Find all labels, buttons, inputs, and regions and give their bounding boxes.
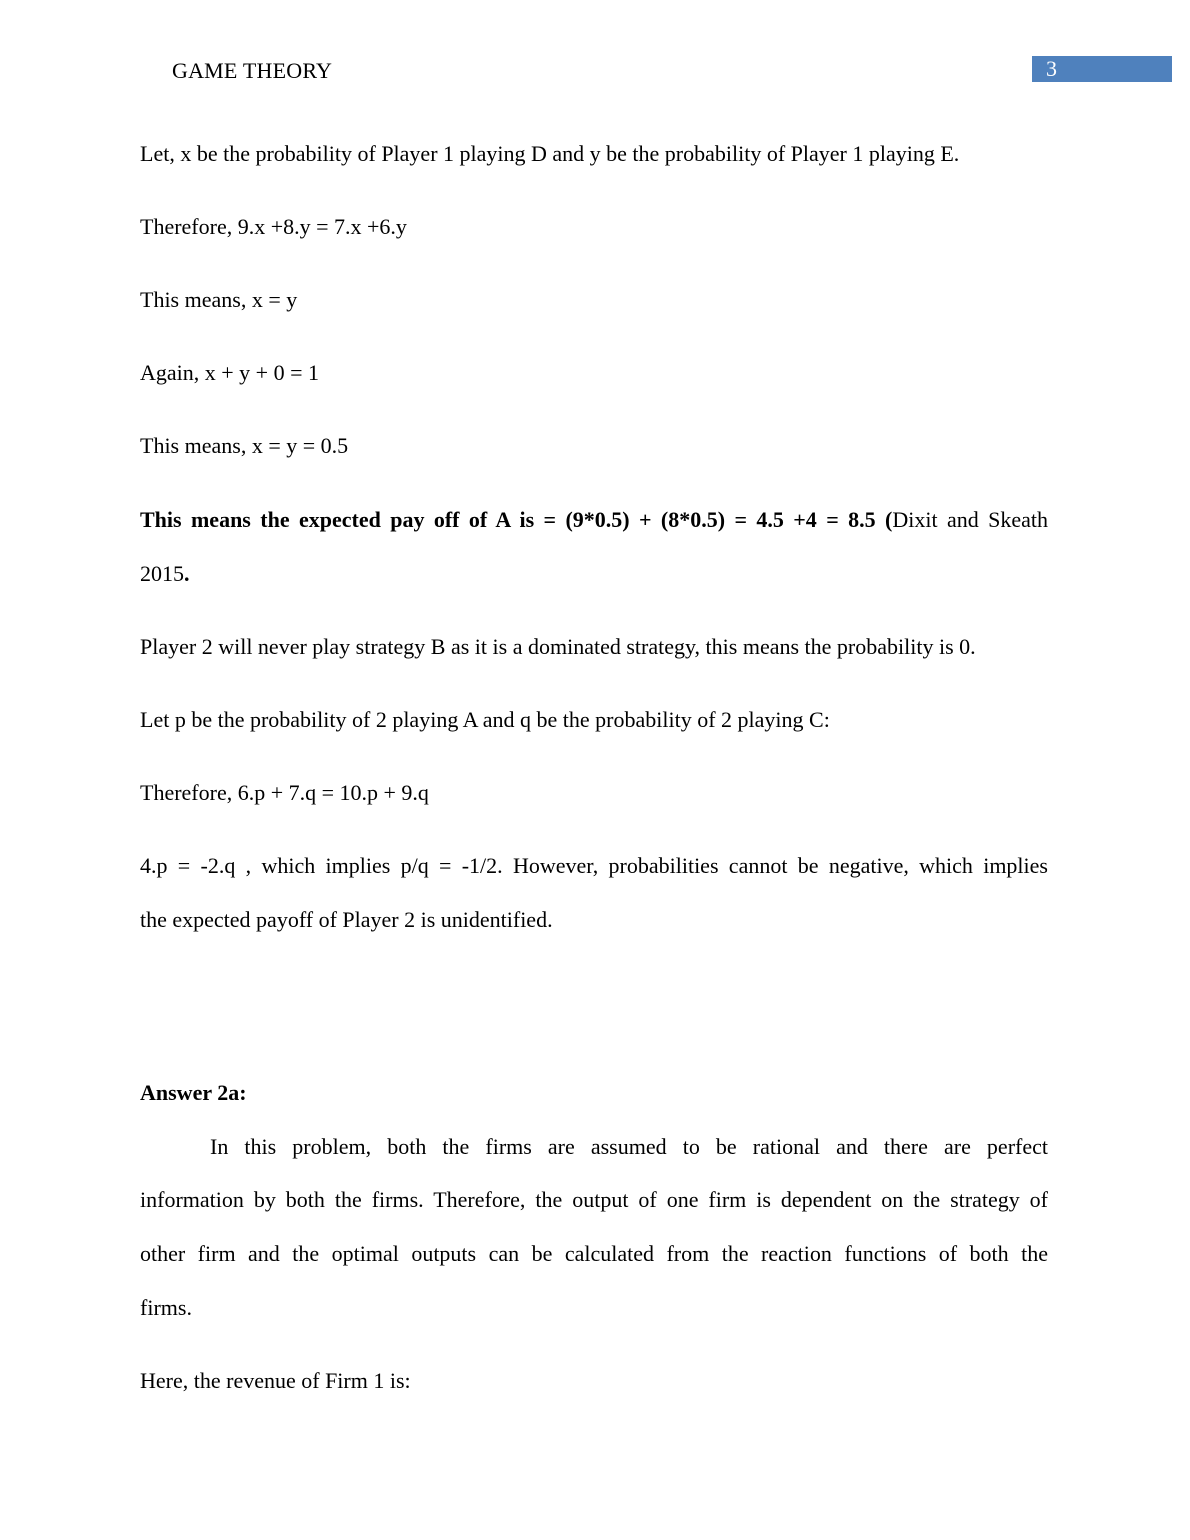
paragraph-line-3: other firm and the optimal outputs can be calculated from the reaction functions of both the: [140, 1241, 1048, 1266]
text-line-player2-dominated: Player 2 will never play strategy B as it is a dominated strategy, this means the probability is 0.: [140, 634, 976, 659]
text-line-firm1-revenue: Here, the revenue of Firm 1 is:: [140, 1368, 411, 1393]
text-line-sum-equation: Again, x + y + 0 = 1: [140, 360, 319, 385]
citation-authors: Dixit and Skeath: [892, 507, 1048, 532]
paragraph-line-4: firms.: [140, 1295, 192, 1320]
section-heading-answer-2a: Answer 2a:: [140, 1080, 247, 1105]
text-line-negative-probability: 4.p = -2.q , which implies p/q = -1/2. However, probabilities cannot be negative, which implies: [140, 853, 1048, 878]
text-line-payoff-unidentified: the expected payoff of Player 2 is unidentified.: [140, 907, 553, 932]
text-line-equation-1: Therefore, 9.x +8.y = 7.x +6.y: [140, 214, 407, 239]
text-line-expected-payoff-a: [140, 507, 1048, 533]
paragraph-line-1: In this problem, both the firms are assumed to be rational and there are perfect: [210, 1134, 1048, 1159]
text-line-citation-year: [140, 561, 190, 587]
text-line-x-equals-y: This means, x = y: [140, 287, 298, 312]
expected-payoff-bold-text: This means the expected pay off of A is = (9*0.5) + (8*0.5) = 4.5 +4 = 8.5 (: [140, 507, 893, 532]
running-head: GAME THEORY: [172, 58, 333, 83]
page-number: 3: [1032, 56, 1172, 82]
paragraph-line-2: information by both the firms. Therefore, the output of one firm is dependent on the strategy of: [140, 1187, 1048, 1212]
citation-period: .: [184, 561, 190, 586]
text-line-probability-definition: Let, x be the probability of Player 1 playing D and y be the probability of Player 1 playing E.: [140, 141, 960, 166]
text-line-x-y-value: This means, x = y = 0.5: [140, 433, 349, 458]
text-line-pq-definition: Let p be the probability of 2 playing A and q be the probability of 2 playing C:: [140, 707, 830, 732]
citation-year: 2015: [140, 561, 184, 586]
text-line-equation-2: Therefore, 6.p + 7.q = 10.p + 9.q: [140, 780, 429, 805]
